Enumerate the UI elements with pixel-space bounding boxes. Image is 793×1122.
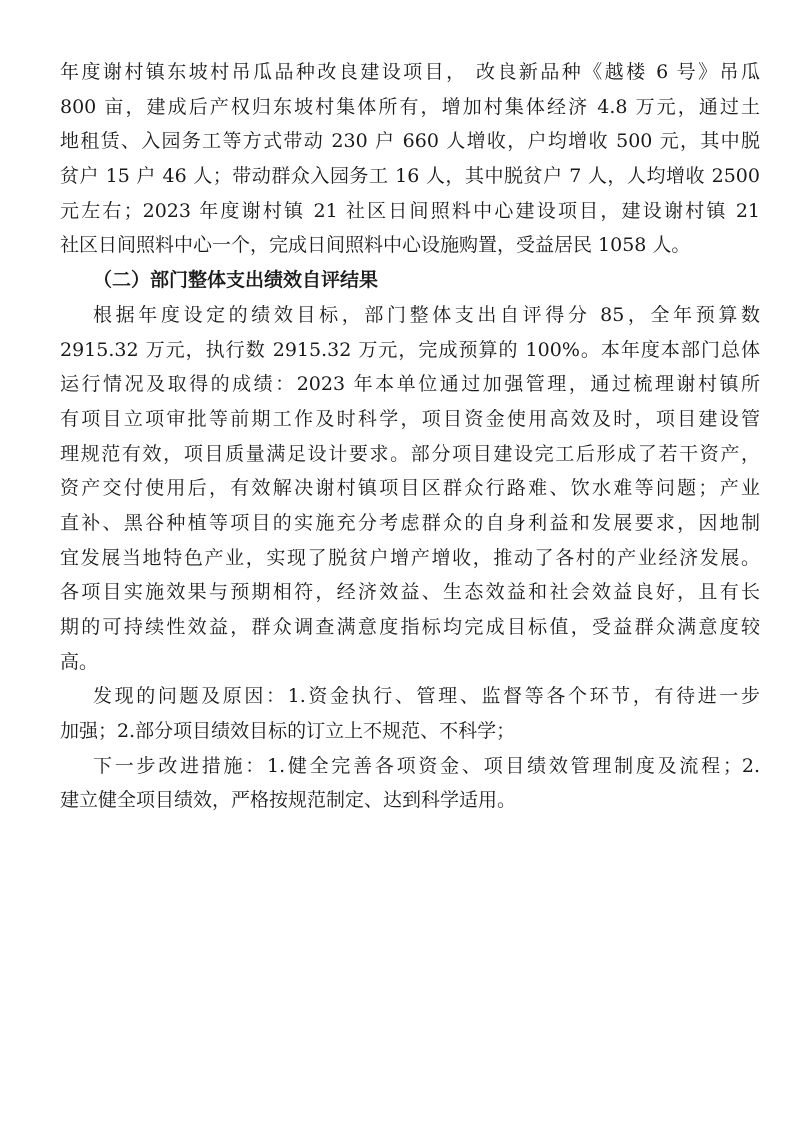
text-line: 运行情况及取得的成绩：2023 年本单位通过加强管理，通过梳理谢村镇所	[60, 373, 760, 396]
text-line: 直补、黑谷种植等项目的实施充分考虑群众的自身利益和发展要求，因地制	[60, 511, 760, 534]
text-line: 根据年度设定的绩效目标，部门整体支出自评得分 85，全年预算数	[93, 303, 760, 326]
section-heading: （二）部门整体支出绩效自评结果	[93, 269, 379, 292]
text-line: 地租赁、入园务工等方式带动 230 户 660 人增收，户均增收 500 元，其中脱	[60, 130, 760, 153]
text-line: 社区日间照料中心一个，完成日间照料中心设施购置，受益居民 1058 人。	[60, 234, 691, 257]
paragraph-project-summary	[60, 55, 760, 263]
text-line: 发现的问题及原因：1.资金执行、管理、监督等各个环节，有待进一步	[93, 685, 760, 708]
paragraph-problems	[60, 679, 760, 748]
paragraph-self-evaluation	[60, 298, 760, 680]
text-line: 年度谢村镇东坡村吊瓜品种改良建设项目， 改良新品种《越楼 6 号》吊瓜	[60, 61, 760, 83]
text-line: 理规范有效，项目质量满足设计要求。部分项目建设完工后形成了若干资产，	[60, 442, 760, 465]
paragraph-next-steps	[60, 749, 760, 818]
text-line: 元左右；2023 年度谢村镇 21 社区日间照料中心建设项目，建设谢村镇 21	[60, 199, 760, 222]
text-line: 加强；2.部分项目绩效目标的订立上不规范、不科学；	[60, 720, 516, 743]
text-line: 2915.32 万元，执行数 2915.32 万元，完成预算的 100%。本年度本部门总体	[60, 338, 760, 361]
document-page	[60, 55, 760, 818]
text-line: 期的可持续性效益，群众调查满意度指标均完成目标值，受益群众满意度较	[60, 616, 760, 638]
text-line: 各项目实施效果与预期相符，经济效益、生态效益和社会效益良好，且有长	[60, 581, 760, 604]
text-line: 建立健全项目绩效，严格按规范制定、达到科学适用。	[60, 789, 517, 812]
text-line: 800 亩，建成后产权归东坡村集体所有，增加村集体经济 4.8 万元，通过土	[60, 95, 760, 118]
text-line: 有项目立项审批等前期工作及时科学，项目资金使用高效及时，项目建设管	[60, 407, 760, 430]
text-line: 高。	[60, 650, 99, 673]
text-line: 资产交付使用后，有效解决谢村镇项目区群众行路难、饮水难等问题；产业	[60, 477, 760, 500]
text-line: 贫户 15 户 46 人；带动群众入园务工 16 人，其中脱贫户 7 人，人均增收 2500	[60, 165, 760, 188]
text-line: 下一步改进措施：1.健全完善各项资金、项目绩效管理制度及流程；2.	[93, 754, 760, 777]
text-line: 宜发展当地特色产业，实现了脱贫户增产增收，推动了各村的产业经济发展。	[60, 546, 760, 569]
